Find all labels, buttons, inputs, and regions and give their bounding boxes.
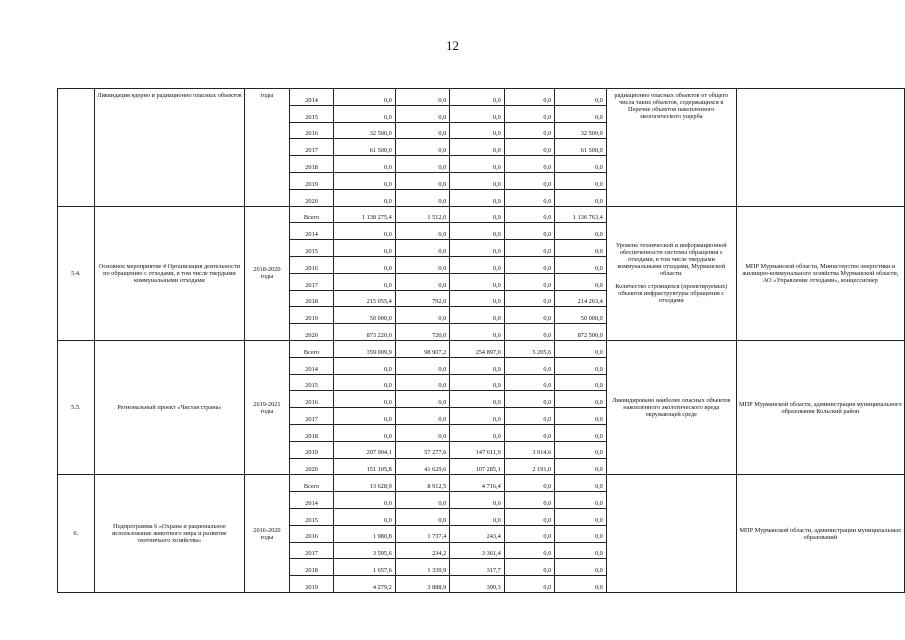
year-cell: 2019 [289,307,334,324]
program-table [57,88,905,593]
value-cell: 4 279,2 [334,576,395,593]
value-cell: 0,0 [450,492,504,509]
year-cell: 2019 [289,576,334,593]
value-cell: 0,0 [555,89,607,106]
value-cell: 0,0 [504,576,555,593]
value-cell: 207 904,1 [334,441,395,458]
row-indicator [606,475,736,593]
value-cell: 0,0 [450,89,504,106]
value-cell: 0,0 [334,357,395,374]
year-cell: 2016 [289,391,334,408]
value-cell: 0,0 [395,105,449,122]
value-cell: 3 014,6 [504,441,555,458]
value-cell: 0,0 [555,559,607,576]
value-cell: 0,0 [555,441,607,458]
value-cell: 0,0 [450,206,504,223]
value-cell: 0,0 [395,374,449,391]
value-cell: 214 263,4 [555,290,607,307]
year-cell: 2016 [289,525,334,542]
value-cell: 1 339,9 [395,559,449,576]
value-cell: 0,0 [555,357,607,374]
value-cell: 0,0 [504,139,555,156]
value-cell: 0,0 [395,156,449,173]
value-cell: 0,0 [450,240,504,257]
value-cell: 0,0 [334,273,395,290]
value-cell: 0,0 [395,223,449,240]
value-cell: 0,0 [395,357,449,374]
value-cell: 0,0 [334,240,395,257]
value-cell: 0,0 [395,89,449,106]
value-cell: 0,0 [395,172,449,189]
row-executor: МПР Мурманской области, администрации муниципальных образований [736,475,904,593]
year-cell: 2014 [289,89,334,106]
value-cell: 0,0 [395,273,449,290]
value-cell: 0,0 [504,525,555,542]
row-code: 6. [58,475,95,593]
value-cell: 0,0 [555,223,607,240]
value-cell: 1 980,8 [334,525,395,542]
value-cell: 0,0 [555,105,607,122]
year-cell: 2015 [289,374,334,391]
value-cell: 0,0 [334,189,395,206]
value-cell: 0,0 [450,290,504,307]
value-cell: 8 912,5 [395,475,449,492]
value-cell: 0,0 [334,172,395,189]
value-cell: 0,0 [555,525,607,542]
value-cell: 98 907,2 [395,340,449,357]
row-name: Региональный проект «Чистая страна» [94,340,244,474]
row-period: 2016-2020 годы [245,475,290,593]
value-cell: 0,0 [450,256,504,273]
value-cell: 0,0 [334,408,395,425]
year-cell: 2020 [289,458,334,475]
value-cell: 0,0 [504,240,555,257]
value-cell: 0,0 [504,223,555,240]
value-cell: 0,0 [555,391,607,408]
year-cell: 2019 [289,172,334,189]
value-cell: 0,0 [334,424,395,441]
value-cell: 720,0 [395,324,449,341]
value-cell: 234,2 [395,542,449,559]
value-cell: 0,0 [450,273,504,290]
year-cell: 2015 [289,508,334,525]
row-code: 5.5. [58,340,95,474]
value-cell: 0,0 [555,576,607,593]
value-cell: 0,0 [555,156,607,173]
value-cell: 0,0 [395,508,449,525]
value-cell: 0,0 [450,189,504,206]
year-cell: 2020 [289,189,334,206]
page-number: 12 [446,38,459,53]
value-cell: 0,0 [450,374,504,391]
value-cell: 50 000,0 [334,307,395,324]
value-cell: 0,0 [395,307,449,324]
value-cell: 0,0 [450,307,504,324]
value-cell: 0,0 [450,139,504,156]
row-indicator [606,206,736,340]
value-cell: 0,0 [555,424,607,441]
value-cell: 0,0 [504,206,555,223]
value-cell: 13 628,9 [334,475,395,492]
value-cell: 0,0 [555,273,607,290]
year-cell: 2017 [289,139,334,156]
value-cell: 0,0 [334,508,395,525]
value-cell: 0,0 [395,391,449,408]
value-cell: 2 191,0 [504,458,555,475]
value-cell: 0,0 [334,374,395,391]
value-cell: 0,0 [555,240,607,257]
value-cell: 0,0 [555,172,607,189]
value-cell: 0,0 [555,475,607,492]
value-cell: 0,0 [450,408,504,425]
year-cell: 2015 [289,240,334,257]
value-cell: 0,0 [504,256,555,273]
value-cell: 0,0 [504,374,555,391]
value-cell: 0,0 [450,156,504,173]
year-cell: 2018 [289,156,334,173]
row-period: 2018-2020 годы [245,206,290,340]
year-cell: 2017 [289,273,334,290]
year-cell: 2014 [289,357,334,374]
value-cell: 872 500,0 [555,324,607,341]
value-cell: 0,0 [504,391,555,408]
value-cell: 1 136 763,4 [555,206,607,223]
value-cell: 0,0 [504,156,555,173]
value-cell: 0,0 [555,508,607,525]
value-cell: 0,0 [450,424,504,441]
value-cell: 0,0 [504,424,555,441]
value-cell: 3 888,9 [395,576,449,593]
value-cell: 0,0 [334,492,395,509]
row-executor [736,89,904,207]
value-cell: 0,0 [555,340,607,357]
value-cell: 0,0 [450,122,504,139]
value-cell: 0,0 [395,492,449,509]
year-cell: 2018 [289,559,334,576]
row-indicator: радиационно опасных объектов от общего числа таких объектов, содержащихся в Перечне объектов накопленного экологического ущерба [606,89,736,207]
year-cell: 2018 [289,424,334,441]
value-cell: 61 500,0 [334,139,395,156]
value-cell: 0,0 [334,223,395,240]
value-cell: 0,0 [555,492,607,509]
value-cell: 32 500,0 [334,122,395,139]
value-cell: 147 611,9 [450,441,504,458]
value-cell: 0,0 [504,408,555,425]
table-row [58,475,905,492]
value-cell: 0,0 [504,290,555,307]
value-cell: 0,0 [334,156,395,173]
value-cell: 1 512,0 [395,206,449,223]
value-cell: 41 629,6 [395,458,449,475]
value-cell: 0,0 [395,139,449,156]
indicator-text: Уровень технической и информационной обеспеченности системы обращения с отходами, в том числе твердыми коммунальными отходами, Мурманской области. [615,242,727,278]
value-cell: 0,0 [504,324,555,341]
year-cell: 2019 [289,441,334,458]
value-cell: 4 716,4 [450,475,504,492]
value-cell: 0,0 [504,559,555,576]
value-cell: 0,0 [555,458,607,475]
row-period: годы [245,89,290,207]
value-cell: 0,0 [504,492,555,509]
row-name: Подпрограмма 6 «Охрана и рациональное использование животного мира и развитие охотничьего хозяйства» [94,475,244,593]
value-cell: 107 285,1 [450,458,504,475]
value-cell: 0,0 [450,508,504,525]
value-cell: 0,0 [504,89,555,106]
value-cell: 57 277,6 [395,441,449,458]
value-cell: 359 009,9 [334,340,395,357]
row-name: Ликвидация ядерно и радиационно опасных объектов [94,89,244,207]
value-cell: 0,0 [450,357,504,374]
value-cell: 1 737,4 [395,525,449,542]
indicator-text: Количество строящихся (проектируемых) объектов инфраструктуры обращения с отходами [615,283,728,305]
value-cell: 215 055,4 [334,290,395,307]
row-executor: МПР Мурманской области, Министерство энергетики и жилищно-коммунального хозяйства Мурманской области, АО «Управление отходами», концессионер [736,206,904,340]
table-row [58,89,905,106]
table-row [58,340,905,357]
value-cell: 0,0 [450,324,504,341]
value-cell: 317,7 [450,559,504,576]
value-cell: 50 000,0 [555,307,607,324]
value-cell: 0,0 [450,223,504,240]
value-cell: 792,0 [395,290,449,307]
value-cell: 0,0 [334,391,395,408]
value-cell: 0,0 [504,105,555,122]
value-cell: 1 138 275,4 [334,206,395,223]
row-executor: МПР Мурманской области, администрация муниципального образования Кольский район [736,340,904,474]
value-cell: 1 657,6 [334,559,395,576]
year-cell: Всего [289,206,334,223]
value-cell: 0,0 [395,189,449,206]
year-cell: 2014 [289,492,334,509]
value-cell: 0,0 [504,542,555,559]
value-cell: 0,0 [450,172,504,189]
row-indicator: Ликвидировано наиболее опасных объектов накопленного экологического вреда окружающей среде [606,340,736,474]
value-cell: 0,0 [555,256,607,273]
value-cell: 0,0 [450,391,504,408]
year-cell: 2014 [289,223,334,240]
value-cell: 3 361,4 [450,542,504,559]
value-cell: 0,0 [504,189,555,206]
year-cell: 2016 [289,256,334,273]
value-cell: 0,0 [395,122,449,139]
value-cell: 243,4 [450,525,504,542]
value-cell: 0,0 [504,475,555,492]
value-cell: 0,0 [504,273,555,290]
year-cell: 2016 [289,122,334,139]
row-code [58,89,95,207]
value-cell: 5 205,6 [504,340,555,357]
year-cell: 2018 [289,290,334,307]
year-cell: 2017 [289,408,334,425]
value-cell: 0,0 [555,189,607,206]
value-cell: 0,0 [504,357,555,374]
row-name: Основное мероприятие 4 Организация деятельности по обращению с отходами, в том числе твердыми коммунальными отходами [94,206,244,340]
value-cell: 0,0 [395,408,449,425]
value-cell: 0,0 [395,256,449,273]
value-cell: 0,0 [334,256,395,273]
value-cell: 0,0 [504,172,555,189]
value-cell: 0,0 [334,89,395,106]
value-cell: 0,0 [504,307,555,324]
value-cell: 254 897,0 [450,340,504,357]
value-cell: 3 595,6 [334,542,395,559]
year-cell: 2020 [289,324,334,341]
value-cell: 0,0 [555,374,607,391]
value-cell: 0,0 [395,240,449,257]
value-cell: 0,0 [555,542,607,559]
year-cell: 2015 [289,105,334,122]
row-period: 2019-2021 годы [245,340,290,474]
value-cell: 390,3 [450,576,504,593]
value-cell: 873 220,0 [334,324,395,341]
value-cell: 0,0 [334,105,395,122]
value-cell: 0,0 [450,105,504,122]
value-cell: 61 500,0 [555,139,607,156]
row-code: 5.4. [58,206,95,340]
value-cell: 32 500,0 [555,122,607,139]
value-cell: 0,0 [504,508,555,525]
table-row [58,206,905,223]
value-cell: 0,0 [504,122,555,139]
value-cell: 0,0 [555,408,607,425]
year-cell: Всего [289,340,334,357]
value-cell: 151 105,8 [334,458,395,475]
year-cell: 2017 [289,542,334,559]
year-cell: Всего [289,475,334,492]
value-cell: 0,0 [395,424,449,441]
